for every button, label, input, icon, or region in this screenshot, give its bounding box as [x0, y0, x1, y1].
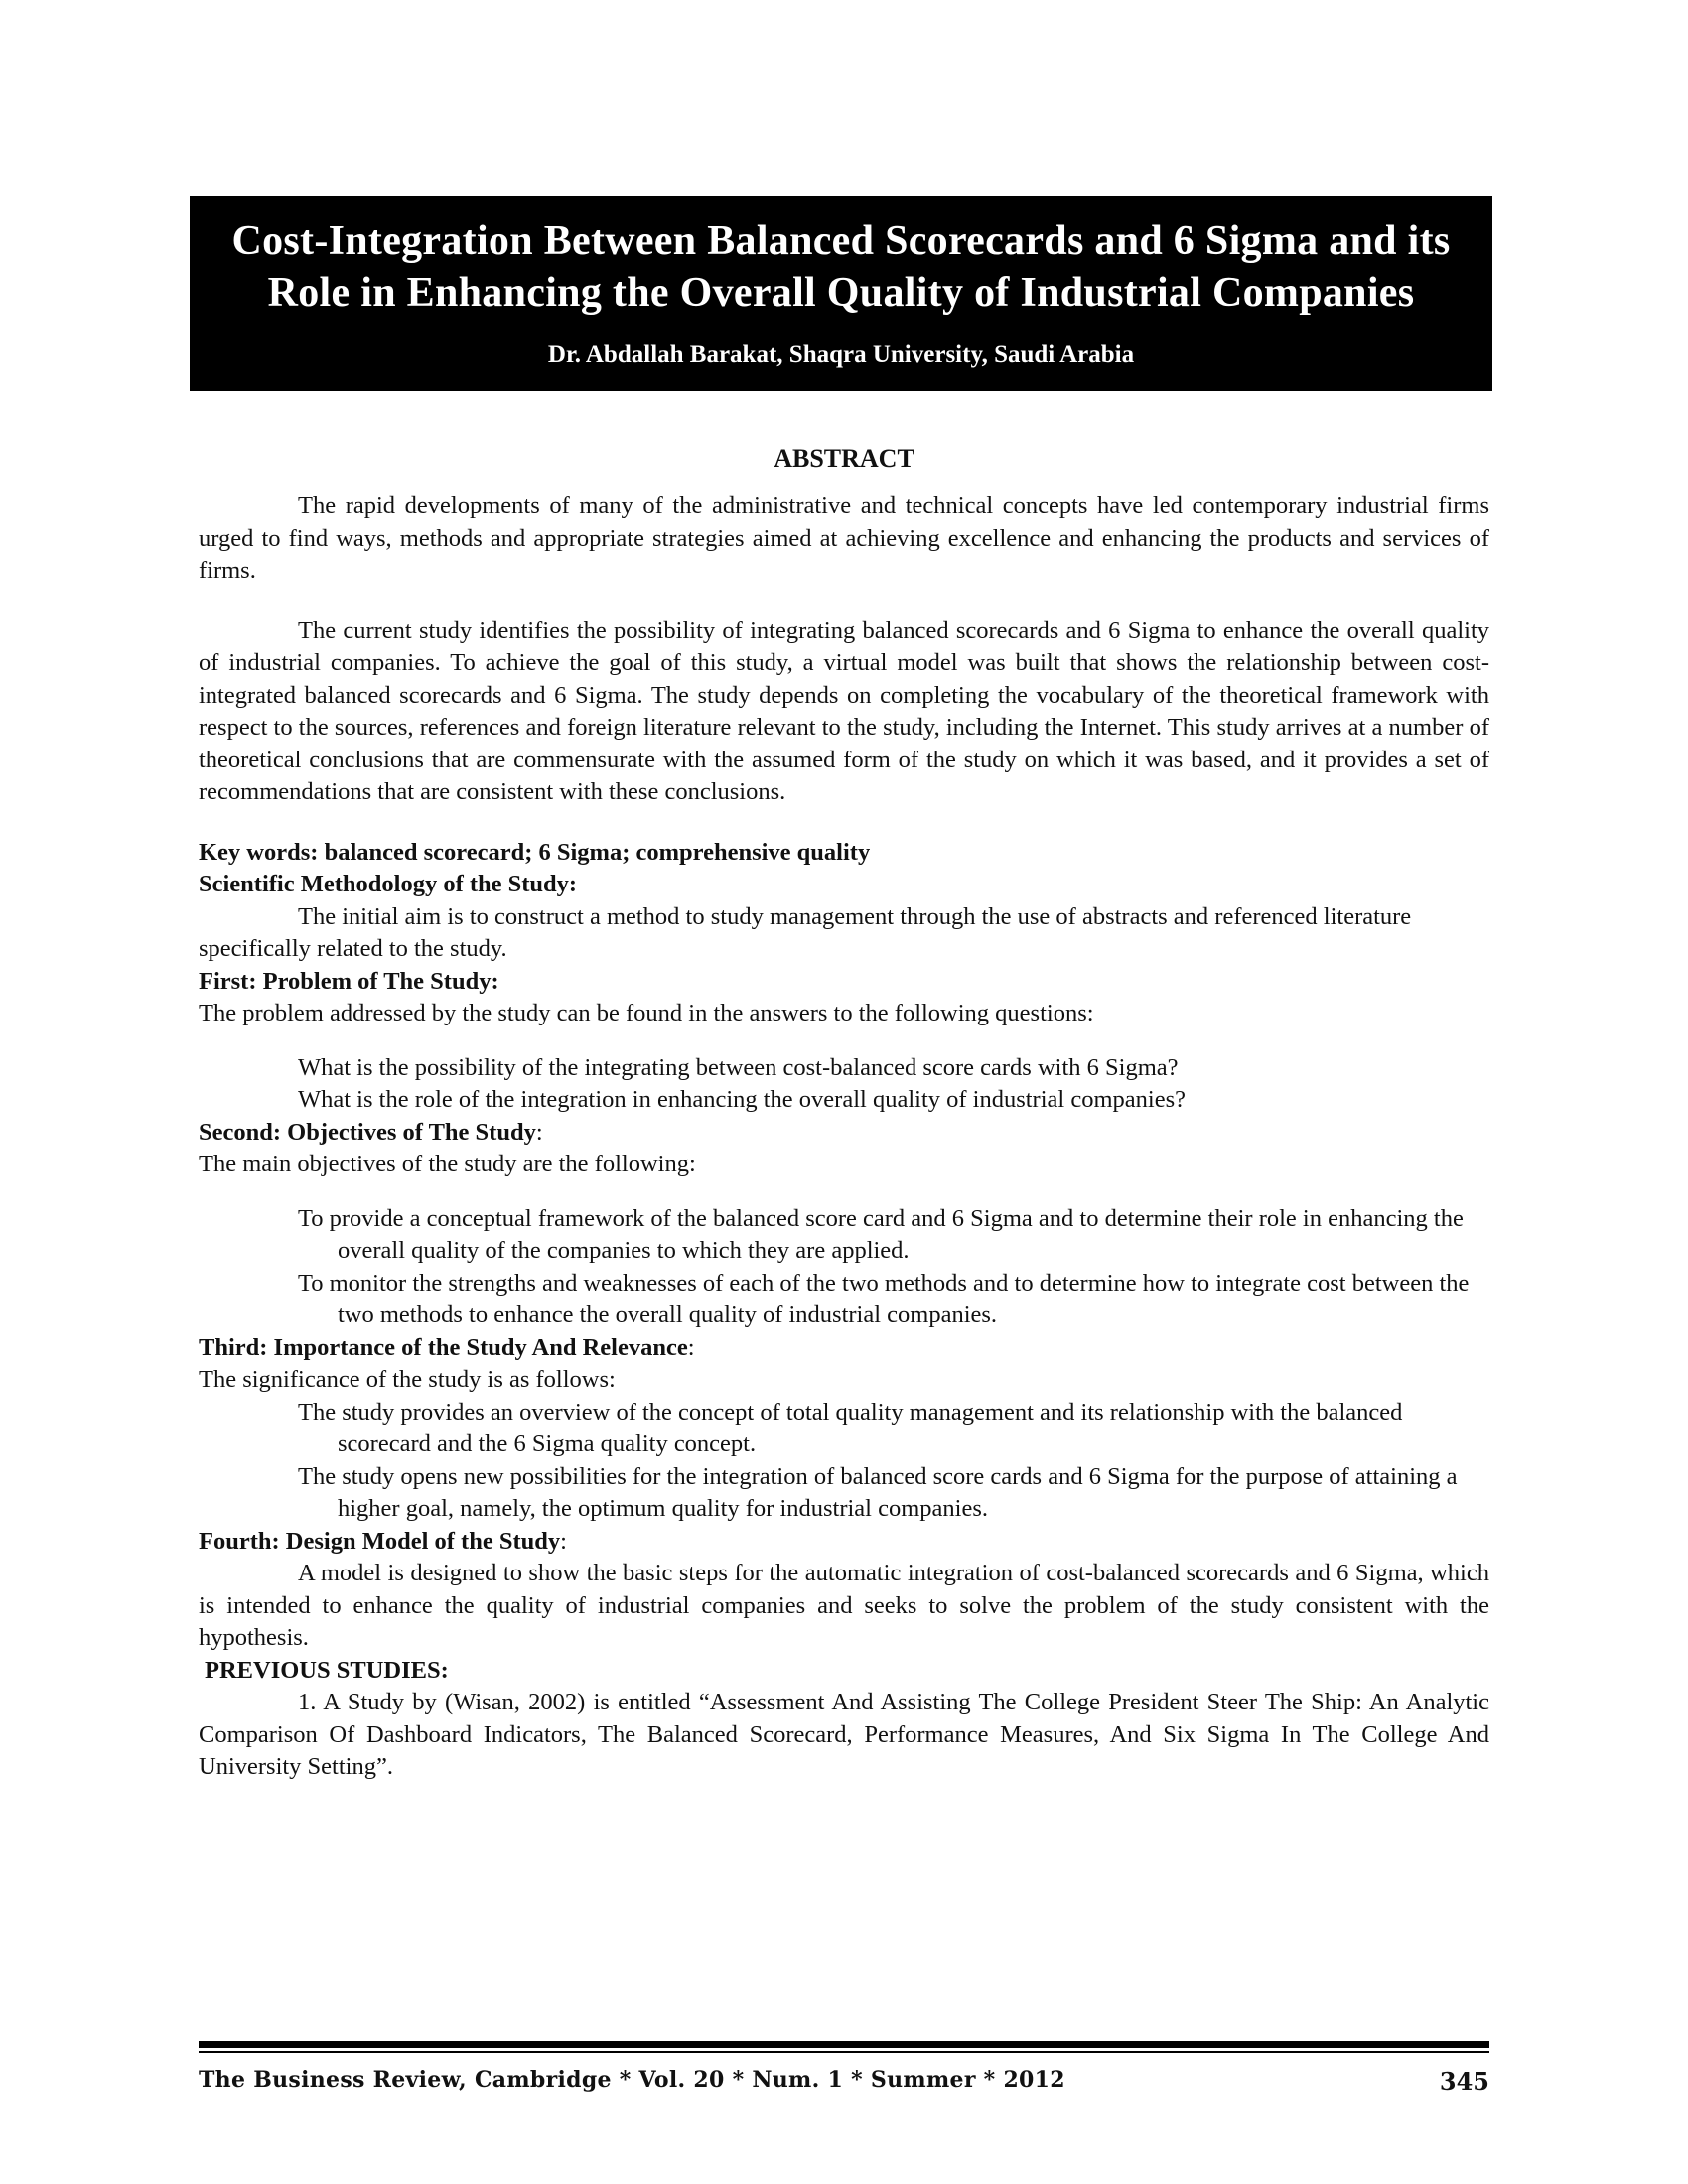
- importance-heading: [199, 1332, 1489, 1365]
- objectives-heading: [199, 1117, 1489, 1150]
- problem-question-list: [298, 1052, 1489, 1117]
- objectives-heading-colon: :: [535, 1118, 543, 1146]
- design-text: A model is designed to show the basic steps for the automatic integration of cost-balanced scorecards and 6 Sigma, which is intended to enhance the quality of industrial companies and seeks to solve the problem of the study consistent with the hypothesis.: [199, 1560, 1489, 1651]
- footer-journal-citation: The Business Review, Cambridge * Vol. 20 * Num. 1 * Summer * 2012: [199, 2067, 1065, 2093]
- paper-title-line-1: Cost-Integration Between Balanced Scorecards and 6 Sigma and its: [231, 218, 1451, 264]
- objectives-item-2: To monitor the strengths and weaknesses of each of the two methods and to determine how to integrate cost between the two methods to enhance the overall quality of industrial companies.: [298, 1269, 1470, 1328]
- design-heading-text: Fourth: Design Model of the Study: [199, 1527, 561, 1555]
- objectives-intro: The main objectives of the study are the following:: [199, 1151, 696, 1177]
- objectives-item-1: To provide a conceptual framework of the balanced score card and 6 Sigma and to determine their role in enhancing the overall quality of the companies to which they are applied.: [298, 1204, 1464, 1264]
- importance-heading-text: Third: Importance of the Study And Relevance: [199, 1333, 688, 1361]
- abstract-paragraph-1: The rapid developments of many of the administrative and technical concepts have led contemporary industrial firms urged to find ways, methods and appropriate strategies aimed at achieving excellence and enhancing the products and services of firms.: [199, 492, 1489, 584]
- keywords-line: Key words: balanced scorecard; 6 Sigma; comprehensive quality: [199, 838, 871, 866]
- problem-intro: The problem addressed by the study can be found in the answers to the following questions:: [199, 1000, 1094, 1026]
- problem-question-2: What is the role of the integration in enhancing the overall quality of industrial companies?: [298, 1086, 1186, 1113]
- objectives-list: [298, 1203, 1489, 1332]
- design-heading-colon: :: [560, 1527, 567, 1555]
- importance-item-1: The study provides an overview of the concept of total quality management and its relationship with the balanced scorecard and the 6 Sigma quality concept.: [298, 1398, 1403, 1457]
- methodology-text: The initial aim is to construct a method to study management through the use of abstracts and referenced literature specifically related to the study.: [199, 902, 1412, 962]
- paper-title-line-2: Role in Enhancing the Overall Quality of Industrial Companies: [267, 270, 1415, 316]
- paper-body: [199, 443, 1489, 1784]
- importance-item-2: The study opens new possibilities for the integration of balanced score cards and 6 Sigma for the purpose of attaining a higher goal, namely, the optimum quality for industrial companies.: [298, 1462, 1458, 1522]
- footer-rule-thin: [199, 2051, 1489, 2053]
- importance-intro: The significance of the study is as follows:: [199, 1366, 616, 1393]
- problem-question-1: What is the possibility of the integrating between cost-balanced score cards with 6 Sigma?: [298, 1053, 1179, 1081]
- author-affiliation: Dr. Abdallah Barakat, Shaqra University, Saudi Arabia: [547, 341, 1135, 368]
- page-number: 345: [1439, 2067, 1489, 2096]
- previous-study-1: 1. A Study by (Wisan, 2002) is entitled “Assessment And Assisting The College President Steer The Ship: An Analytic Comparison Of Dashboard Indicators, The Balanced Scorecard, Performance Measures, And Six Sigma In The College And University Setting”.: [199, 1689, 1489, 1780]
- importance-list: [298, 1397, 1489, 1526]
- abstract-paragraph-2: The current study identifies the possibility of integrating balanced scorecards and 6 Sigma to enhance the overall quality of industrial companies. To achieve the goal of this study, a virtual model was built that shows the relationship between cost-integrated balanced scorecards and 6 Sigma. The study depends on completing the vocabulary of the theoretical framework with respect to the sources, references and foreign literature relevant to the study, including the Internet. This study arrives at a number of theoretical conclusions that are commensurate with the assumed form of the study on which it was based, and it provides a set of recommendations that are consistent with these conclusions.: [199, 616, 1489, 805]
- problem-heading: First: Problem of The Study:: [199, 967, 499, 995]
- importance-heading-colon: :: [687, 1333, 695, 1361]
- footer-rule-thick: [199, 2041, 1489, 2048]
- methodology-heading: Scientific Methodology of the Study:: [199, 871, 578, 897]
- previous-studies-heading: PREVIOUS STUDIES:: [205, 1656, 449, 1684]
- design-heading: [199, 1526, 1489, 1559]
- title-banner: [190, 196, 1492, 391]
- abstract-heading: ABSTRACT: [774, 444, 914, 473]
- objectives-heading-text: Second: Objectives of The Study: [199, 1118, 536, 1146]
